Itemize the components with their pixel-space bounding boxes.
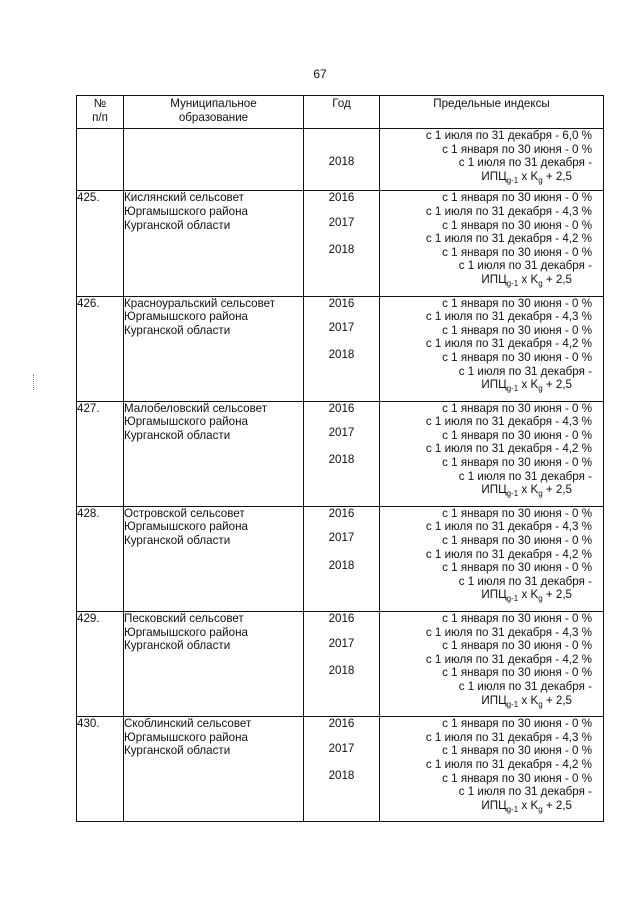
year-value: 2016	[328, 612, 355, 625]
index-line: с 1 июля по 31 декабря - 4,3 %	[425, 204, 592, 218]
year-cell	[304, 401, 380, 506]
table-row	[77, 612, 604, 717]
index-line: с 1 июля по 31 декабря - 4,3 %	[425, 310, 592, 324]
table-row	[77, 191, 604, 296]
index-line: с 1 января по 30 июня - 0 %	[442, 534, 592, 548]
num-cell: 425.	[77, 191, 124, 296]
municipality-line: Курганской области	[124, 428, 231, 442]
index-formula: $ИПЦ_{g-1}$ x $K_g + 2,5$	[481, 378, 572, 394]
indices-cell	[380, 296, 604, 401]
municipality-line: Песковский сельсовет	[124, 612, 244, 625]
year-cell	[304, 717, 380, 822]
index-line: с 1 июля по 31 декабря - 4,3 %	[425, 415, 592, 429]
index-line: с 1 июля по 31 декабря - 6,0 %	[425, 129, 592, 142]
formula-subscript: g-1	[506, 594, 519, 604]
indices-cell	[380, 612, 604, 717]
municipality-cell	[124, 401, 304, 506]
index-formula: $ИПЦ_{g-1}$ x $K_g + 2,5$	[481, 272, 572, 288]
formula-subscript: g	[538, 594, 543, 604]
index-line: с 1 июля по 31 декабря -	[458, 574, 592, 588]
municipality-line: Курганской области	[124, 744, 231, 758]
index-line: с 1 января по 30 июня - 0 %	[442, 506, 592, 520]
formula-subscript: g-1	[506, 175, 519, 185]
year-value: 2018	[328, 348, 355, 362]
num-cell: 429.	[77, 612, 124, 717]
index-formula: $ИПЦ_{g-1}$ x $K_g + 2,5$	[481, 798, 572, 814]
table-row	[77, 506, 604, 611]
year-value: 2017	[328, 426, 355, 440]
index-line: с 1 июля по 31 декабря -	[458, 364, 592, 378]
year-cell	[304, 612, 380, 717]
formula-subscript: g-1	[506, 699, 519, 709]
index-line: с 1 января по 30 июня - 0 %	[442, 666, 592, 680]
municipality-line: Юргамышского района	[124, 625, 248, 639]
index-formula: $ИПЦ_{g-1}$ x $K_g + 2,5$	[481, 588, 572, 604]
year-cell	[304, 296, 380, 401]
index-line: с 1 июля по 31 декабря -	[458, 469, 592, 483]
header-year: Год	[304, 96, 380, 129]
num-cell: 426.	[77, 296, 124, 401]
year-value: 2016	[328, 296, 355, 310]
municipality-cell	[124, 612, 304, 717]
formula-subscript: g	[538, 489, 543, 499]
formula-subscript: g	[538, 175, 543, 185]
index-line: с 1 января по 30 июня - 0 %	[442, 323, 592, 337]
formula-subscript: g-1	[506, 278, 519, 288]
num-cell	[77, 129, 124, 191]
index-line: с 1 января по 30 июня - 0 %	[442, 456, 592, 470]
num-cell: 430.	[77, 717, 124, 822]
municipality-cell	[124, 296, 304, 401]
index-line: с 1 июля по 31 декабря - 4,3 %	[425, 625, 592, 639]
index-line: с 1 января по 30 июня - 0 %	[442, 296, 592, 310]
index-line: с 1 июля по 31 декабря - 4,2 %	[425, 757, 592, 771]
municipality-line: Островской сельсовет	[124, 506, 245, 520]
indices-cell	[380, 129, 604, 191]
table-body	[77, 129, 604, 822]
municipality-line: Курганской области	[124, 323, 231, 337]
header-num: № п/п	[77, 96, 124, 129]
header-indices: Предельные индексы	[380, 96, 604, 129]
year-value: 2017	[328, 321, 355, 335]
year-value: 2016	[328, 506, 355, 520]
formula-subscript: g	[538, 699, 543, 709]
index-line: с 1 января по 30 июня - 0 %	[442, 612, 592, 625]
year-value: 2018	[328, 663, 355, 677]
municipality-cell	[124, 191, 304, 296]
year-value: 2017	[328, 215, 355, 229]
year-value: 2016	[328, 717, 355, 731]
index-line: с 1 июля по 31 декабря -	[458, 785, 592, 799]
index-line: с 1 января по 30 июня - 0 %	[442, 218, 592, 232]
index-line: с 1 июля по 31 декабря -	[458, 259, 592, 273]
table-row	[77, 129, 604, 191]
municipality-line: Курганской области	[124, 534, 231, 548]
index-line: с 1 июля по 31 декабря - 4,3 %	[425, 730, 592, 744]
margin-mark	[33, 374, 38, 390]
index-line: с 1 июля по 31 декабря - 4,2 %	[425, 442, 592, 456]
index-line: с 1 января по 30 июня - 0 %	[442, 142, 592, 156]
table-row	[77, 717, 604, 822]
municipality-cell	[124, 717, 304, 822]
formula-subscript: g	[538, 384, 543, 394]
municipality-line: Скоблинский сельсовет	[124, 717, 252, 731]
year-value: 2018	[328, 154, 355, 168]
index-line: с 1 июля по 31 декабря - 4,2 %	[425, 547, 592, 561]
municipality-line: Юргамышского района	[124, 204, 248, 218]
year-value: 2016	[328, 191, 355, 205]
index-line: с 1 июля по 31 декабря - 4,3 %	[425, 520, 592, 534]
num-cell: 428.	[77, 506, 124, 611]
index-line: с 1 января по 30 июня - 0 %	[442, 771, 592, 785]
page-number: 67	[313, 67, 327, 81]
index-line: с 1 января по 30 июня - 0 %	[442, 639, 592, 653]
indices-table	[76, 95, 604, 822]
num-cell: 427.	[77, 401, 124, 506]
formula-subscript: g-1	[506, 384, 519, 394]
year-value: 2017	[328, 636, 355, 650]
formula-subscript: g	[538, 278, 543, 288]
index-line: с 1 января по 30 июня - 0 %	[442, 191, 592, 205]
municipality-line: Кислянский сельсовет	[124, 191, 244, 205]
indices-cell	[380, 191, 604, 296]
year-value: 2018	[328, 558, 355, 572]
index-formula: $ИПЦ_{g-1}$ x $K_g + 2,5$	[481, 169, 572, 185]
index-line: с 1 января по 30 июня - 0 %	[442, 401, 592, 415]
table-row	[77, 401, 604, 506]
year-value: 2017	[328, 531, 355, 545]
municipality-line: Курганской области	[124, 218, 231, 232]
index-formula: $ИПЦ_{g-1}$ x $K_g + 2,5$	[481, 693, 572, 709]
table-row	[77, 296, 604, 401]
municipality-line: Юргамышского района	[124, 730, 248, 744]
index-line: с 1 июля по 31 декабря - 4,2 %	[425, 337, 592, 351]
year-value: 2018	[328, 243, 355, 257]
table-header-row	[77, 96, 604, 129]
year-value: 2017	[328, 741, 355, 755]
index-line: с 1 июля по 31 декабря -	[458, 156, 592, 170]
index-line: с 1 января по 30 июня - 0 %	[442, 717, 592, 731]
municipality-line: Юргамышского района	[124, 520, 248, 534]
header-municipality: Муниципальное образование	[124, 96, 304, 129]
index-line: с 1 января по 30 июня - 0 %	[442, 245, 592, 259]
year-cell	[304, 129, 380, 191]
year-value: 2018	[328, 768, 355, 782]
municipality-line: Юргамышского района	[124, 415, 248, 429]
index-line: с 1 января по 30 июня - 0 %	[442, 561, 592, 575]
year-value: 2016	[328, 401, 355, 415]
municipality-line: Курганской области	[124, 639, 231, 653]
year-value: 2018	[328, 453, 355, 467]
formula-subscript: g	[538, 804, 543, 814]
index-line: с 1 июля по 31 декабря -	[458, 679, 592, 693]
index-line: с 1 января по 30 июня - 0 %	[442, 744, 592, 758]
indices-cell	[380, 717, 604, 822]
formula-subscript: g-1	[506, 489, 519, 499]
index-line: с 1 января по 30 июня - 0 %	[442, 350, 592, 364]
index-line: с 1 июля по 31 декабря - 4,2 %	[425, 232, 592, 246]
municipality-line: Красноуральский сельсовет	[124, 296, 276, 310]
index-line: с 1 июля по 31 декабря - 4,2 %	[425, 652, 592, 666]
indices-cell	[380, 401, 604, 506]
index-formula: $ИПЦ_{g-1}$ x $K_g + 2,5$	[481, 483, 572, 499]
municipality-cell	[124, 129, 304, 191]
index-line: с 1 января по 30 июня - 0 %	[442, 428, 592, 442]
municipality-line: Юргамышского района	[124, 310, 248, 324]
year-cell	[304, 506, 380, 611]
formula-subscript: g-1	[506, 804, 519, 814]
indices-cell	[380, 506, 604, 611]
year-spacer	[304, 129, 379, 155]
municipality-line: Малобеловский сельсовет	[124, 401, 268, 415]
year-cell	[304, 191, 380, 296]
municipality-cell	[124, 506, 304, 611]
